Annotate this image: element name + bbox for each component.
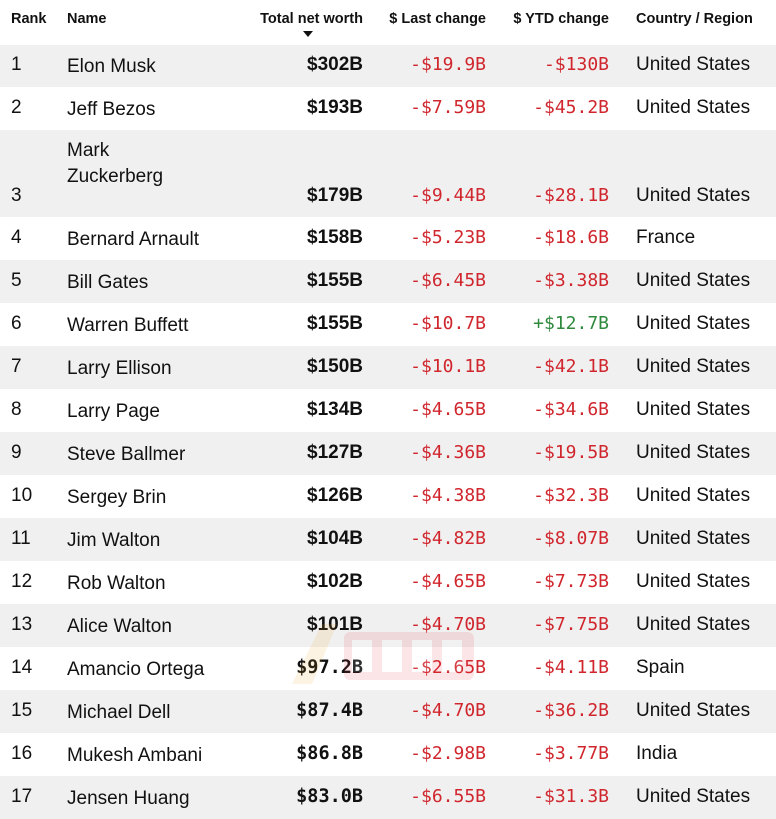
table-row[interactable] bbox=[0, 389, 776, 432]
table-row[interactable] bbox=[0, 260, 776, 303]
last-change-cell: -$9.44B bbox=[410, 185, 486, 206]
country-cell: United States bbox=[636, 185, 751, 206]
ytd-change-cell: -$18.6B bbox=[533, 226, 609, 248]
net-worth-cell: $302B bbox=[307, 54, 363, 75]
rank-cell: 10 bbox=[11, 484, 33, 506]
name-cell: Rob Walton bbox=[67, 572, 166, 594]
country-cell: United States bbox=[636, 96, 751, 118]
rank-cell: 4 bbox=[11, 226, 22, 248]
rank-cell: 14 bbox=[11, 656, 33, 678]
table-row[interactable] bbox=[0, 690, 776, 733]
net-worth-cell: $193B bbox=[307, 96, 363, 118]
name-cell: Mark Zuckerberg bbox=[67, 140, 164, 187]
ytd-change-cell: -$42.1B bbox=[533, 355, 609, 377]
ytd-change-cell: -$28.1B bbox=[533, 185, 609, 206]
ytd-change-cell: -$8.07B bbox=[533, 527, 609, 549]
name-cell: Steve Ballmer bbox=[67, 443, 186, 465]
column-header-net-worth[interactable]: Total net worth bbox=[260, 11, 363, 27]
name-cell: Alice Walton bbox=[67, 615, 172, 637]
rank-cell: 2 bbox=[11, 96, 22, 118]
net-worth-cell: $126B bbox=[307, 484, 363, 506]
net-worth-cell: $86.8B bbox=[296, 742, 363, 764]
column-header-last-change[interactable]: $ Last change bbox=[389, 11, 486, 27]
table-row[interactable] bbox=[0, 346, 776, 389]
rank-cell: 12 bbox=[11, 570, 33, 592]
name-cell: Larry Page bbox=[67, 400, 160, 422]
column-header-ytd-change[interactable]: $ YTD change bbox=[513, 11, 609, 27]
country-cell: United States bbox=[636, 613, 751, 635]
country-cell: United States bbox=[636, 355, 751, 377]
rank-cell: 16 bbox=[11, 742, 33, 764]
table-row[interactable] bbox=[0, 647, 776, 690]
table-row[interactable] bbox=[0, 518, 776, 561]
rank-cell: 9 bbox=[11, 441, 22, 463]
name-cell: Sergey Brin bbox=[67, 486, 167, 508]
last-change-cell: -$19.9B bbox=[410, 54, 486, 75]
last-change-cell: -$6.55B bbox=[410, 785, 486, 807]
table-row[interactable] bbox=[0, 303, 776, 346]
country-cell: United States bbox=[636, 527, 751, 549]
table-row[interactable] bbox=[0, 130, 776, 217]
rank-cell: 13 bbox=[11, 613, 33, 635]
table-row[interactable] bbox=[0, 561, 776, 604]
net-worth-cell: $134B bbox=[307, 398, 363, 420]
name-cell: Bill Gates bbox=[67, 271, 149, 293]
name-cell: Jensen Huang bbox=[67, 787, 190, 809]
ytd-change-cell: -$19.5B bbox=[533, 441, 609, 463]
rank-cell: 1 bbox=[11, 54, 22, 75]
last-change-cell: -$4.82B bbox=[410, 527, 486, 549]
rank-cell: 5 bbox=[11, 269, 22, 291]
table-header bbox=[0, 0, 776, 44]
net-worth-cell: $102B bbox=[307, 570, 363, 592]
sort-descending-icon[interactable] bbox=[303, 31, 313, 37]
net-worth-cell: $158B bbox=[307, 226, 363, 248]
net-worth-cell: $179B bbox=[307, 185, 363, 206]
last-change-cell: -$10.1B bbox=[410, 355, 486, 377]
country-cell: United States bbox=[636, 269, 751, 291]
table-row[interactable] bbox=[0, 604, 776, 647]
last-change-cell: -$4.38B bbox=[410, 484, 486, 506]
name-cell: Jim Walton bbox=[67, 529, 161, 551]
country-cell: United States bbox=[636, 785, 751, 807]
ytd-change-cell: -$3.77B bbox=[533, 742, 609, 764]
rank-cell: 15 bbox=[11, 699, 33, 721]
last-change-cell: -$2.65B bbox=[410, 656, 486, 678]
net-worth-cell: $104B bbox=[307, 527, 363, 549]
last-change-cell: -$4.36B bbox=[410, 441, 486, 463]
rank-cell: 7 bbox=[11, 355, 22, 377]
net-worth-cell: $155B bbox=[307, 269, 363, 291]
table-row[interactable] bbox=[0, 733, 776, 776]
ytd-change-cell: -$7.73B bbox=[533, 570, 609, 592]
country-cell: United States bbox=[636, 570, 751, 592]
ytd-change-cell: -$7.75B bbox=[533, 613, 609, 635]
ytd-change-cell: -$36.2B bbox=[533, 699, 609, 721]
name-cell: Elon Musk bbox=[67, 56, 156, 77]
last-change-cell: -$6.45B bbox=[410, 269, 486, 291]
rank-cell: 17 bbox=[11, 785, 33, 807]
ytd-change-cell: -$31.3B bbox=[533, 785, 609, 807]
net-worth-cell: $155B bbox=[307, 312, 363, 334]
net-worth-cell: $87.4B bbox=[296, 699, 363, 721]
country-cell: United States bbox=[636, 441, 751, 463]
country-cell: United States bbox=[636, 312, 751, 334]
net-worth-cell: $83.0B bbox=[296, 785, 363, 807]
country-cell: United States bbox=[636, 54, 751, 75]
net-worth-cell: $97.2B bbox=[296, 656, 363, 678]
country-cell: France bbox=[636, 226, 696, 248]
net-worth-cell: $150B bbox=[307, 355, 363, 377]
column-header-name[interactable]: Name bbox=[67, 11, 107, 27]
last-change-cell: -$4.65B bbox=[410, 570, 486, 592]
table-row[interactable] bbox=[0, 45, 776, 87]
table-row[interactable] bbox=[0, 217, 776, 260]
table-row[interactable] bbox=[0, 87, 776, 130]
name-cell: Warren Buffett bbox=[67, 314, 189, 336]
ytd-change-cell: -$34.6B bbox=[533, 398, 609, 420]
last-change-cell: -$7.59B bbox=[410, 96, 486, 118]
ytd-change-cell: -$3.38B bbox=[533, 269, 609, 291]
column-header-country[interactable]: Country / Region bbox=[636, 11, 753, 27]
rank-cell: 8 bbox=[11, 398, 22, 420]
net-worth-cell: $101B bbox=[307, 613, 363, 635]
rank-cell: 6 bbox=[11, 312, 22, 334]
ytd-change-cell: -$4.11B bbox=[533, 656, 609, 678]
table-row[interactable] bbox=[0, 432, 776, 475]
country-cell: United States bbox=[636, 398, 751, 420]
rank-cell: 11 bbox=[11, 527, 31, 549]
net-worth-cell: $127B bbox=[307, 441, 363, 463]
country-cell: United States bbox=[636, 484, 751, 506]
ytd-change-cell: -$45.2B bbox=[533, 96, 609, 118]
country-cell: Spain bbox=[636, 656, 685, 678]
ytd-change-cell: +$12.7B bbox=[533, 312, 609, 334]
name-cell: Amancio Ortega bbox=[67, 658, 205, 680]
name-cell: Michael Dell bbox=[67, 701, 171, 723]
last-change-cell: -$10.7B bbox=[410, 312, 486, 334]
last-change-cell: -$4.65B bbox=[410, 398, 486, 420]
ytd-change-cell: -$130B bbox=[543, 54, 609, 75]
ytd-change-cell: -$32.3B bbox=[533, 484, 609, 506]
name-cell: Bernard Arnault bbox=[67, 228, 200, 250]
name-cell: Larry Ellison bbox=[67, 357, 172, 379]
name-cell: Mukesh Ambani bbox=[67, 744, 203, 766]
table-row[interactable] bbox=[0, 475, 776, 518]
last-change-cell: -$5.23B bbox=[410, 226, 486, 248]
country-cell: United States bbox=[636, 699, 751, 721]
last-change-cell: -$4.70B bbox=[410, 613, 486, 635]
last-change-cell: -$4.70B bbox=[410, 699, 486, 721]
rank-cell: 3 bbox=[11, 185, 22, 206]
table-row[interactable] bbox=[0, 776, 776, 819]
last-change-cell: -$2.98B bbox=[410, 742, 486, 764]
country-cell: India bbox=[636, 742, 678, 764]
name-cell: Jeff Bezos bbox=[67, 98, 156, 120]
column-header-rank[interactable]: Rank bbox=[11, 11, 47, 27]
